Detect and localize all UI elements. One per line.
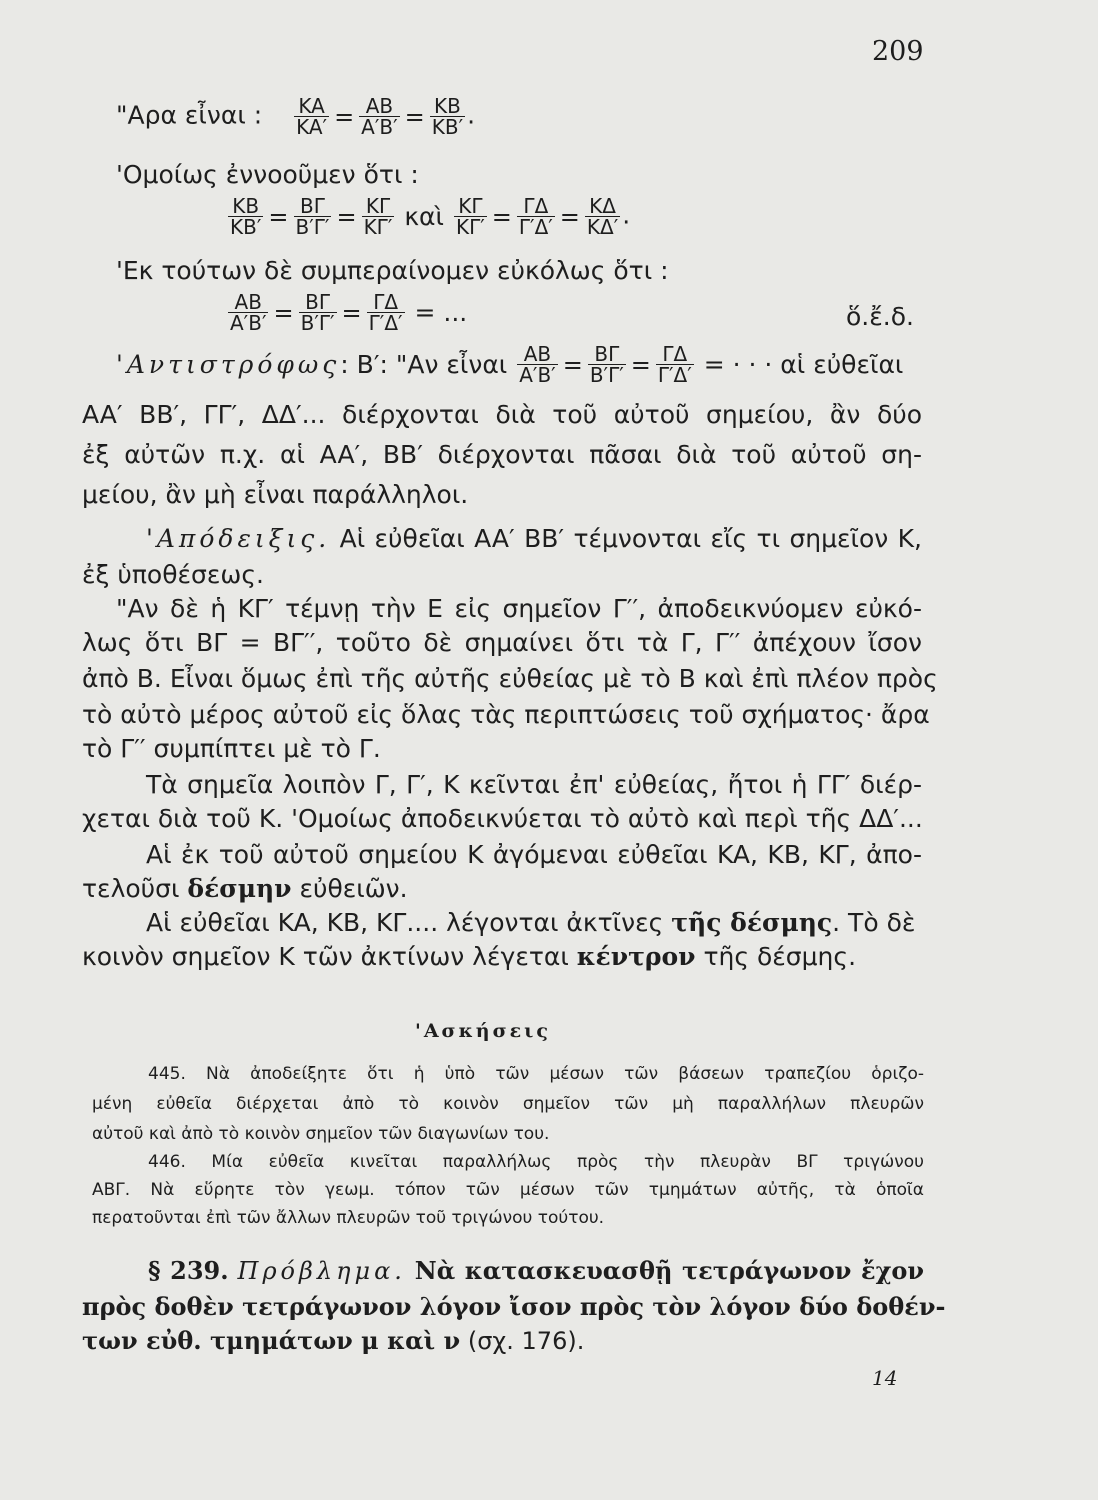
term-rays: τῆς δέσμης <box>671 908 833 937</box>
numerator: ΓΔ <box>373 290 399 314</box>
denominator: Γ′Δ′ <box>657 363 692 387</box>
fraction <box>294 96 329 137</box>
converse-line: ἐξ αὐτῶν π.χ. αἱ AA′, BB′ διέρχονται πᾶσαι διὰ τοῦ αὐτοῦ ση- <box>82 440 922 469</box>
denominator: B′Γ′ <box>300 311 335 335</box>
converse-line: μείου, ἂν μὴ εἶναι παράλληλοι. <box>82 480 469 509</box>
exercise-line: μένη εὐθεῖα διέρχεται ἀπὸ τὸ κοινὸν σημεῖον τῶν μὴ παραλλήλων πλευρῶν <box>92 1094 924 1114</box>
page-number: 209 <box>872 36 924 67</box>
equation-1: "Αρα εἶναι : $\frac{KA}{KA'}$ = $\frac{AB}{A'B'}$ = $\frac{KB}{KB'}$ . <box>116 94 476 139</box>
problem-text: των εὐθ. τμημάτων μ καὶ ν <box>82 1326 461 1355</box>
text-line: 'Ομοίως ἐννοοῦμεν ὅτι : <box>116 160 419 189</box>
equation-end: . <box>622 200 631 230</box>
denominator: A′B′ <box>230 311 267 335</box>
equation-tail: = ... <box>414 298 468 327</box>
fraction <box>294 196 332 237</box>
numerator: KΓ <box>365 194 391 218</box>
term-bundle: δέσμην <box>187 874 292 903</box>
proof-line: Τὰ σημεῖα λοιπὸν Γ, Γ′, K κεῖνται ἐπ' εὐθείας, ἤτοι ἡ ΓΓ′ διέρ- <box>146 770 922 799</box>
fraction <box>228 292 268 333</box>
equation-2: $\frac{KB}{KB'}$ = $\frac{B\Gamma}{B'\Gamma'}$ = $\frac{K\Gamma}{K\Gamma'}$ καὶ $\frac{K\Gamma}{K\Gamma'}$ = $\frac{\Gamma\Delta}{\Gamma'\Delta'}$ = $\frac{K\Delta}{K\Delta'}$ . <box>230 194 631 239</box>
conjunction: καὶ <box>404 202 445 231</box>
converse-heading: 'Αντιστρόφως: B′: "Αν εἶναι $\frac{AB}{A'B'}$ = $\frac{B\Gamma}{B'\Gamma'}$ = $\frac{\Gamma\Delta}{\Gamma'\Delta'}$ = · · · αἱ εὐθεῖαι <box>116 342 904 387</box>
denominator: KΓ′ <box>455 215 485 239</box>
numerator: ΓΔ <box>523 194 549 218</box>
proof-text: εὐθειῶν. <box>299 874 408 903</box>
numerator: KB <box>232 194 260 218</box>
proof-text: Αἱ εὐθεῖαι AA′ BB′ τέμνονται εἴς τι σημεῖον K, <box>339 524 922 553</box>
numerator: AB <box>523 342 552 366</box>
proof-line: λως ὅτι BΓ = BΓ′′, τοῦτο δὲ σημαίνει ὅτι τὰ Γ, Γ′′ ἀπέχουν ἴσον <box>82 628 922 657</box>
converse-label: 'Αντιστρόφως <box>116 350 341 379</box>
numerator: ΓΔ <box>662 342 688 366</box>
proof-text: . Τὸ δὲ <box>832 908 916 937</box>
fraction <box>430 96 465 137</box>
fraction <box>299 292 337 333</box>
fraction <box>367 292 405 333</box>
proof-text: κοινὸν σημεῖον K τῶν ἀκτίνων λέγεται <box>82 942 569 971</box>
denominator: KΓ′ <box>363 215 393 239</box>
exercise-line: 445. Νὰ ἀποδείξητε ὅτι ἡ ὑπὸ τῶν μέσων τῶν βάσεων τραπεζίου ὁριζο- <box>148 1064 924 1084</box>
numerator: BΓ <box>305 290 330 314</box>
exercise-line: αὐτοῦ καὶ ἀπὸ τὸ κοινὸν σημεῖον τῶν διαγωνίων του. <box>92 1124 550 1144</box>
proof-line: ἐξ ὑποθέσεως. <box>82 560 264 589</box>
denominator: KΔ′ <box>586 215 619 239</box>
denominator: Γ′Δ′ <box>518 215 553 239</box>
proof-text: Αἱ εὐθεῖαι KA, KB, KΓ.... λέγονται ἀκτῖνες <box>146 908 664 937</box>
denominator: KB′ <box>230 215 262 239</box>
figure-reference: (σχ. 176). <box>467 1327 585 1355</box>
proof-text: τῆς δέσμης. <box>703 942 857 971</box>
problem-label: Πρόβλημα. <box>237 1257 406 1285</box>
denominator: KA′ <box>296 115 328 139</box>
exercise-line: περατοῦνται ἐπὶ τῶν ἄλλων πλευρῶν τοῦ τριγώνου τούτου. <box>92 1208 605 1228</box>
numerator: KA <box>298 94 325 118</box>
fraction <box>359 96 399 137</box>
denominator: Γ′Δ′ <box>368 311 403 335</box>
fraction <box>588 344 626 385</box>
proof-line: χεται διὰ τοῦ K. 'Ομοίως ἀποδεικνύεται τὸ αὐτὸ καὶ περὶ τῆς ΔΔ′... <box>82 804 923 833</box>
denominator: A′B′ <box>519 363 556 387</box>
numerator: BΓ <box>594 342 620 366</box>
proof-label: 'Απόδειξις. <box>146 524 331 553</box>
numerator: AB <box>234 290 262 314</box>
denominator: B′Γ′ <box>589 363 624 387</box>
proof-line: τὸ Γ′′ συμπίπτει μὲ τὸ Γ. <box>82 734 381 763</box>
numerator: KΔ <box>589 194 616 218</box>
fraction <box>228 196 263 237</box>
proof-line: τὸ αὐτὸ μέρος αὐτοῦ εἰς ὅλας τὰς περιπτώσεις τοῦ σχήματος· ἄρα <box>82 700 930 729</box>
problem-text: Νὰ κατασκευασθῇ τετράγωνον ἔχον <box>414 1256 925 1285</box>
qed-mark: ὅ.ἔ.δ. <box>846 302 914 331</box>
equation-3: $\frac{AB}{A'B'}$ = $\frac{B\Gamma}{B'\Gamma'}$ = $\frac{\Gamma\Delta}{\Gamma'\Delta'}$ = ... <box>230 290 468 335</box>
problem-heading <box>148 1256 924 1285</box>
exercise-line: 446. Μία εὐθεῖα κινεῖται παραλλήλως πρὸς τὴν πλευρὰν BΓ τριγώνου <box>148 1152 924 1172</box>
numerator: KB <box>434 94 461 118</box>
fraction <box>517 196 555 237</box>
exercises-title: 'Ασκήσεις <box>415 1020 551 1042</box>
proof-line <box>82 874 408 903</box>
fraction <box>362 196 395 237</box>
fraction <box>454 196 487 237</box>
equation-lead: "Αρα εἶναι : <box>116 100 263 130</box>
exercise-line: ABΓ. Νὰ εὕρητε τὸν γεωμ. τόπον τῶν μέσων τῶν τμημάτων αὐτῆς, τὰ ὁποῖα <box>92 1180 924 1200</box>
problem-line <box>82 1326 584 1355</box>
numerator: KΓ <box>458 194 483 218</box>
fraction <box>585 196 620 237</box>
term-center: κέντρον <box>576 942 696 971</box>
denominator: B′Γ′ <box>295 215 330 239</box>
problem-line: πρὸς δοθὲν τετράγωνον λόγον ἴσον πρὸς τὸν λόγον δύο δοθέν- <box>82 1292 946 1321</box>
section-number: § 239. <box>148 1256 229 1285</box>
denominator: KB′ <box>431 115 464 139</box>
numerator: BΓ <box>300 194 325 218</box>
denominator: A′B′ <box>361 115 398 139</box>
numerator: AB <box>365 94 394 118</box>
converse-tail: = · · · αἱ εὐθεῖαι <box>703 350 904 379</box>
converse-line: AA′ BB′, ΓΓ′, ΔΔ′... διέρχονται διὰ τοῦ αὐτοῦ σημείου, ἂν δύο <box>82 400 922 429</box>
equation-end: . <box>467 100 476 130</box>
text-line: 'Εκ τούτων δὲ συμπεραίνομεν εὐκόλως ὅτι : <box>116 256 669 285</box>
fraction <box>656 344 694 385</box>
proof-heading <box>146 524 922 553</box>
proof-line: "Αν δὲ ἡ KΓ′ τέμνῃ τὴν E εἰς σημεῖον Γ′′, ἀποδεικνύομεν εὐκό- <box>116 594 922 623</box>
converse-intro: : B′: "Αν εἶναι <box>340 350 508 379</box>
fraction <box>517 344 557 385</box>
proof-line: ἀπὸ B. Εἶναι ὅμως ἐπὶ τῆς αὐτῆς εὐθείας μὲ τὸ B καὶ ἐπὶ πλέον πρὸς <box>82 664 938 693</box>
proof-line <box>146 908 915 937</box>
proof-line: Αἱ ἐκ τοῦ αὐτοῦ σημείου K ἀγόμεναι εὐθεῖαι KA, KB, KΓ, ἀπο- <box>146 840 922 869</box>
proof-text: τελοῦσι <box>82 874 180 903</box>
proof-line <box>82 942 856 971</box>
signature-mark: 14 <box>872 1366 898 1390</box>
